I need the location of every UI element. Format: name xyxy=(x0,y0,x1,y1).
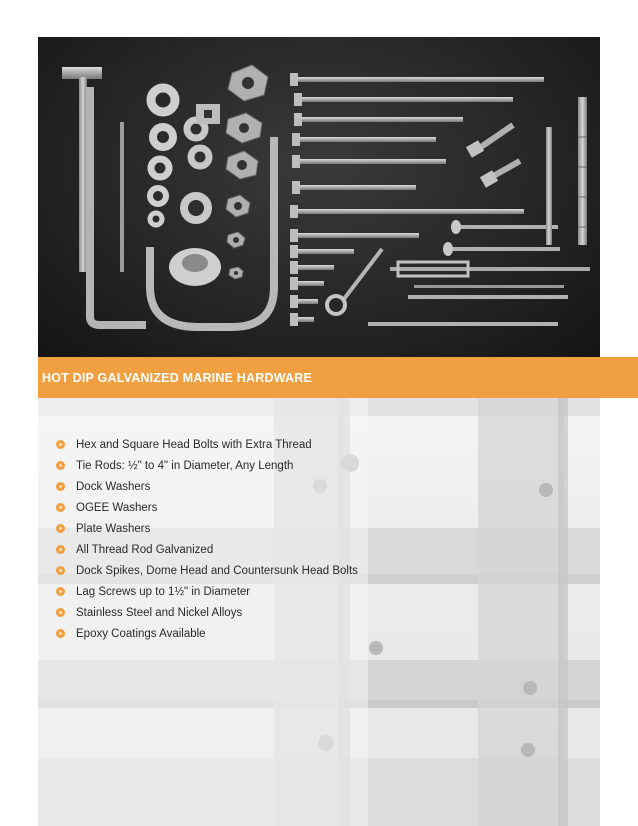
feature-text: Epoxy Coatings Available xyxy=(76,627,206,640)
bullet-icon xyxy=(56,524,65,533)
vertical-rod-2 xyxy=(578,97,587,245)
list-item xyxy=(56,476,358,497)
hex-nut-column xyxy=(226,65,268,279)
bullet-icon xyxy=(56,629,65,638)
hardware-illustration xyxy=(38,37,600,357)
list-item xyxy=(56,602,358,623)
long-rod-3 xyxy=(414,285,564,288)
washer-column-2 xyxy=(184,120,209,220)
bullet-icon xyxy=(56,566,65,575)
list-item xyxy=(56,581,358,602)
eye-bolt-shank xyxy=(344,249,382,299)
list-item xyxy=(56,518,358,539)
feature-text: Stainless Steel and Nickel Alloys xyxy=(76,606,243,619)
tee-bolt-shaft xyxy=(79,77,87,272)
feature-text: OGEE Washers xyxy=(76,501,158,514)
section-banner xyxy=(38,357,638,398)
list-item xyxy=(56,623,358,644)
vertical-rod-1 xyxy=(546,127,552,245)
hardware-photo xyxy=(38,37,600,357)
feature-list xyxy=(56,434,358,644)
feature-text: Hex and Square Head Bolts with Extra Thread xyxy=(76,438,312,451)
bullet-icon xyxy=(56,545,65,554)
long-bolt-group xyxy=(290,73,544,326)
dock-spikes xyxy=(443,220,560,256)
list-item xyxy=(56,455,358,476)
eye-bolt-eye xyxy=(327,296,345,314)
bullet-icon xyxy=(56,482,65,491)
list-item xyxy=(56,539,358,560)
list-item xyxy=(56,497,358,518)
turnbuckle-rod xyxy=(390,267,590,271)
feature-text: All Thread Rod Galvanized xyxy=(76,543,214,556)
feature-text: Tie Rods: ½" to 4" in Diameter, Any Length xyxy=(76,459,294,472)
bullet-icon xyxy=(56,461,65,470)
bullet-icon xyxy=(56,503,65,512)
feature-text: Dock Washers xyxy=(76,480,151,493)
bullet-icon xyxy=(56,608,65,617)
washer-column-1 xyxy=(150,88,175,225)
long-rod-1 xyxy=(408,295,568,299)
list-item xyxy=(56,560,358,581)
list-item xyxy=(56,434,358,455)
feature-text: Lag Screws up to 1½" in Diameter xyxy=(76,585,251,598)
long-rod-2 xyxy=(368,322,558,326)
feature-text: Plate Washers xyxy=(76,522,151,535)
section-title: HOT DIP GALVANIZED MARINE HARDWARE xyxy=(42,370,312,385)
thin-rod xyxy=(120,122,124,272)
bullet-icon xyxy=(56,587,65,596)
bullet-icon xyxy=(56,440,65,449)
feature-text: Dock Spikes, Dome Head and Countersunk Head Bolts xyxy=(76,564,358,577)
l-anchor-bolt xyxy=(90,87,146,325)
short-bolts xyxy=(478,125,520,179)
